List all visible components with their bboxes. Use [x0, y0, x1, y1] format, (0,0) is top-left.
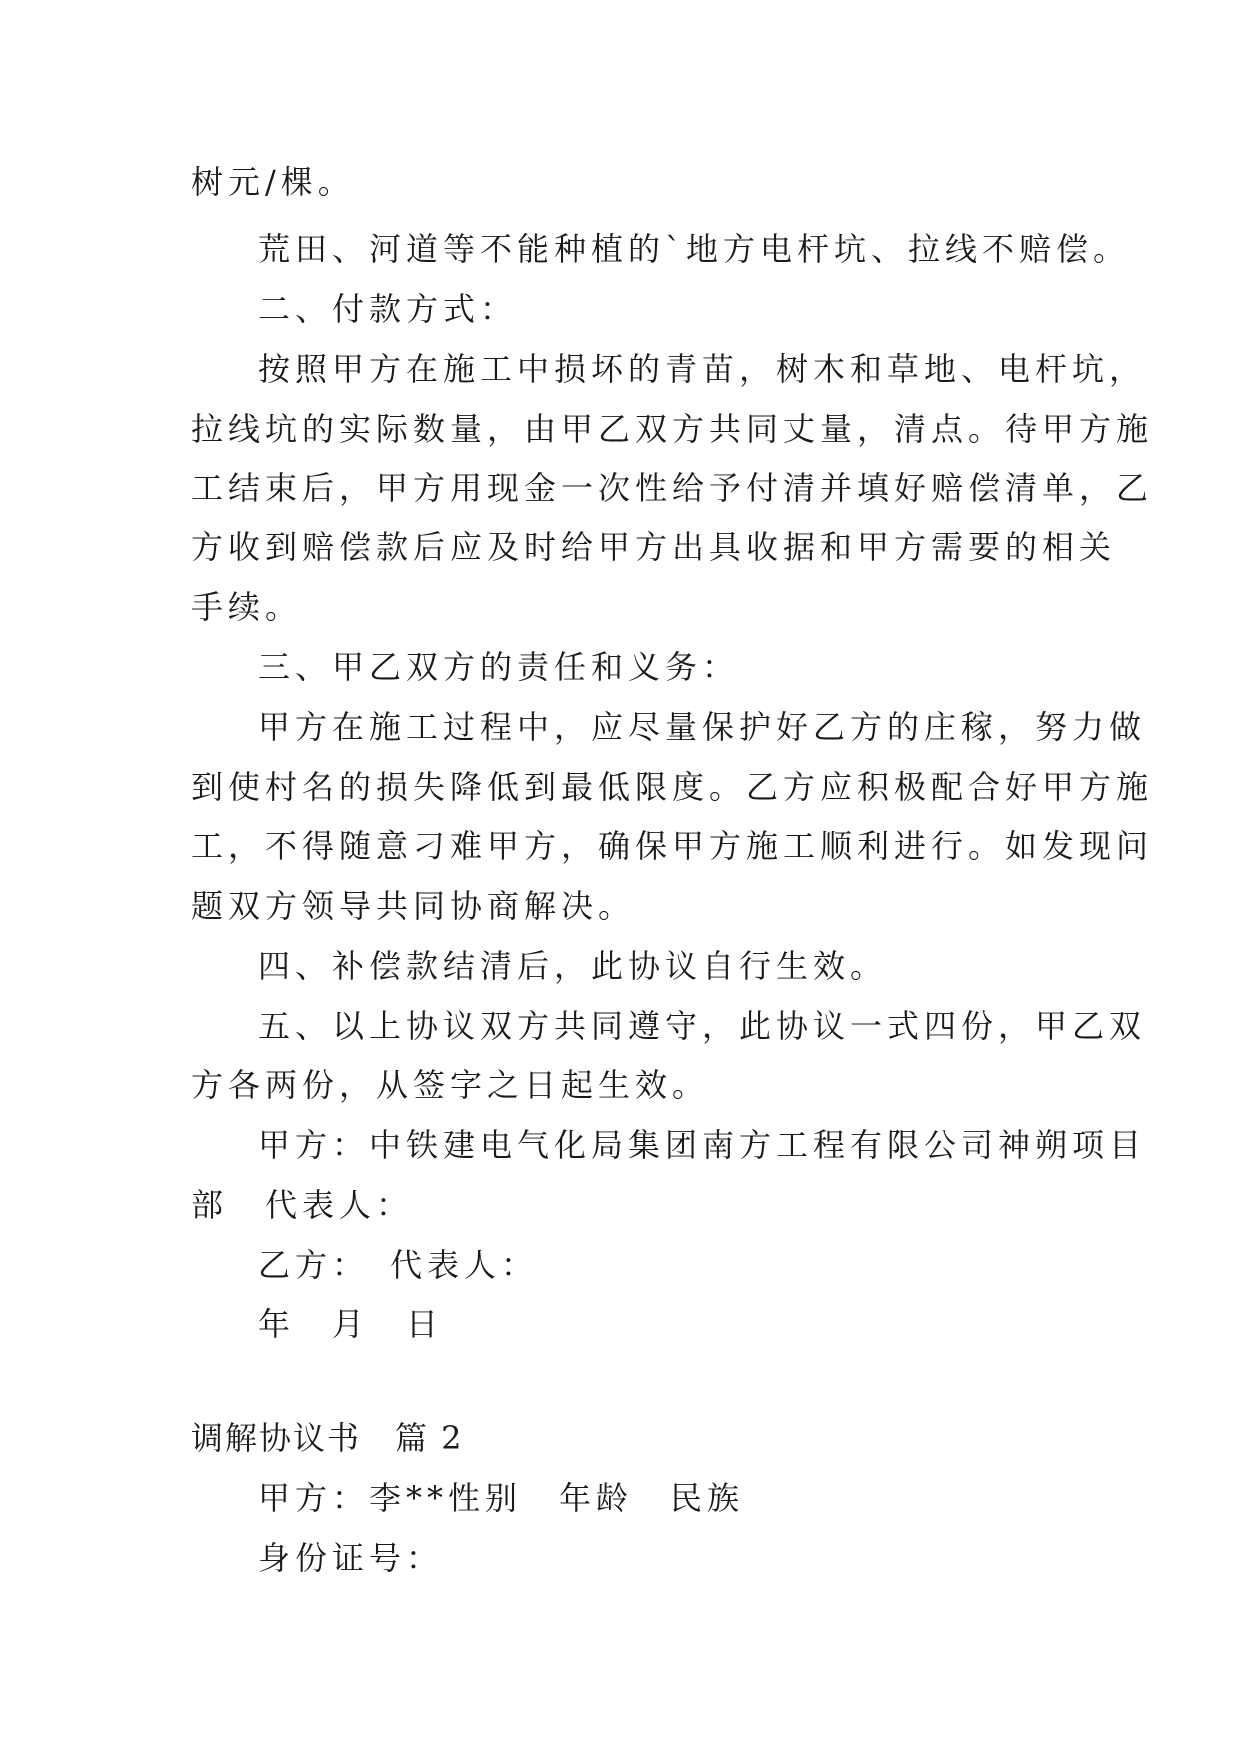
- paragraph-line: 树元/棵。: [191, 163, 355, 201]
- signature-party-a-representative: 部 代表人：: [191, 1186, 414, 1224]
- section-heading: 二、付款方式：: [258, 290, 518, 328]
- paragraph-line: 题双方领导共同协商解决。: [191, 887, 636, 925]
- paragraph-line: 按照甲方在施工中损坏的青苗，树木和草地、电杆坑，: [258, 350, 1147, 388]
- paragraph-line: 四、补偿款结清后，此协议自行生效。: [258, 947, 888, 985]
- paragraph-line: 到使村名的损失降低到最低限度。乙方应积极配合好甲方施: [191, 768, 1154, 806]
- id-number-label: 身份证号：: [258, 1539, 444, 1577]
- paragraph-line: 五、以上协议双方共同遵守，此协议一式四份，甲乙双: [258, 1007, 1147, 1045]
- signature-party-a: 甲方：中铁建电气化局集团南方工程有限公司神朔项目: [258, 1126, 1147, 1164]
- document-title: 调解协议书 篇 2: [191, 1419, 464, 1457]
- paragraph-line: 工，不得随意刁难甲方，确保甲方施工顺利进行。如发现问: [191, 827, 1154, 865]
- paragraph-line: 工结束后，甲方用现金一次性给予付清并填好赔偿清单，乙: [191, 469, 1154, 507]
- signature-party-b: 乙方： 代表人：: [258, 1246, 539, 1284]
- paragraph-line: 手续。: [191, 588, 303, 626]
- paragraph-line: 方各两份，从签字之日起生效。: [191, 1066, 710, 1104]
- section-heading: 三、甲乙双方的责任和义务：: [258, 648, 740, 686]
- signature-date: 年 月 日: [258, 1305, 444, 1343]
- paragraph-line: 甲方在施工过程中，应尽量保护好乙方的庄稼，努力做: [258, 708, 1147, 746]
- paragraph-line: 荒田、河道等不能种植的`地方电杆坑、拉线不赔偿。: [258, 230, 1131, 268]
- paragraph-line: 拉线坑的实际数量，由甲乙双方共同丈量，清点。待甲方施: [191, 410, 1154, 448]
- party-a-info: 甲方：李**性别 年龄 民族: [258, 1479, 745, 1517]
- paragraph-line: 方收到赔偿款后应及时给甲方出具收据和甲方需要的相关: [191, 528, 1117, 566]
